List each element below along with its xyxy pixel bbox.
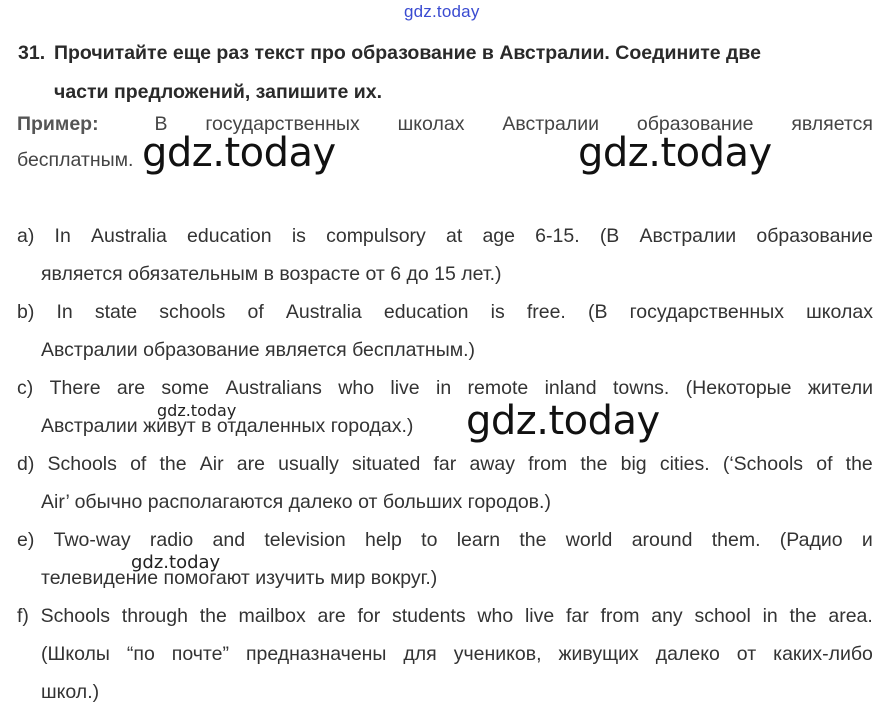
item-word: who (338, 377, 375, 399)
task-heading (18, 34, 874, 112)
item-word: the (519, 529, 547, 551)
watermark-small: gdz.today (131, 552, 221, 573)
item-word: are (116, 377, 146, 399)
item-word: (Радио (779, 529, 843, 551)
item-word: 6-15. (535, 225, 580, 247)
item-word: radio (149, 529, 194, 551)
item-word: big (620, 453, 647, 475)
task-number: 31. (18, 42, 46, 64)
item-word: and (212, 529, 246, 551)
item-word: of (130, 453, 147, 475)
item-line2: Австралии живут в отдаленных городах.) (41, 415, 414, 437)
watermark-top: gdz.today (404, 2, 480, 21)
item-word: Air (199, 453, 224, 475)
item-word: живущих (558, 643, 639, 665)
item-word: b) (17, 301, 35, 323)
item-word: inland (544, 377, 597, 399)
item-word: In (56, 301, 73, 323)
task-text-line1: Прочитайте еще раз текст про образование в Австралии. Соедините две (54, 42, 761, 64)
list-item-c (17, 369, 873, 445)
list-item-b (17, 293, 873, 369)
example-word: является (791, 113, 873, 135)
item-word: the (845, 453, 873, 475)
item-word: situated (352, 453, 421, 475)
item-word: для (403, 643, 437, 665)
example-word: образование (636, 113, 754, 135)
item-word: are (236, 453, 265, 475)
item-word: is (291, 225, 306, 247)
item-word: from (528, 453, 568, 475)
item-word: каких-либо (773, 643, 873, 665)
watermark: gdz.today (466, 398, 660, 444)
list-item-d (17, 445, 873, 521)
item-word: remote (467, 377, 529, 399)
example-line2: бесплатным. (17, 149, 134, 171)
item-word: от (736, 643, 757, 665)
example-word: государственных (205, 113, 360, 135)
watermark: gdz.today (578, 130, 772, 176)
item-word: education (383, 301, 469, 323)
item-word: learn (456, 529, 501, 551)
item-word: usually (278, 453, 339, 475)
item-word: (В (587, 301, 608, 323)
item-word: area. (828, 605, 873, 627)
item-line2: телевидение помогают изучить мир вокруг.) (41, 567, 438, 589)
item-word: any (651, 605, 683, 627)
example-word: школах (397, 113, 465, 135)
example-word: В (154, 113, 168, 135)
item-word: is (490, 301, 505, 323)
item-word: help (364, 529, 402, 551)
item-word: Schools (40, 605, 111, 627)
item-word: (‘Schools (722, 453, 804, 475)
item-word: students (391, 605, 466, 627)
item-word: c) (17, 377, 34, 399)
item-word: schools (159, 301, 226, 323)
item-word: the (159, 453, 187, 475)
item-word: (В (599, 225, 620, 247)
item-word: of (247, 301, 264, 323)
item-word: the (580, 453, 608, 475)
item-word: free. (526, 301, 566, 323)
item-word: live (390, 377, 420, 399)
item-word: cities. (659, 453, 710, 475)
item-word: f) (17, 605, 29, 627)
item-word: from (600, 605, 640, 627)
item-word: (Школы (41, 643, 110, 665)
item-word: образование (756, 225, 873, 247)
item-word: compulsory (326, 225, 426, 247)
item-word: (Некоторые (685, 377, 792, 399)
item-word: around (631, 529, 693, 551)
item-word: school (694, 605, 751, 627)
item-word: “по (126, 643, 155, 665)
example-label: Пример: (17, 113, 99, 135)
item-word: Australia (90, 225, 167, 247)
item-word: Schools (47, 453, 117, 475)
item-word: почте” (171, 643, 229, 665)
item-word: who (477, 605, 514, 627)
item-word: the (199, 605, 227, 627)
item-word: to (421, 529, 438, 551)
item-word: state (94, 301, 138, 323)
item-word: There (49, 377, 101, 399)
item-word: live (524, 605, 555, 627)
item-word: in (436, 377, 452, 399)
item-word: through (121, 605, 188, 627)
item-word: age (482, 225, 515, 247)
item-word: e) (17, 529, 35, 551)
item-word: the (789, 605, 817, 627)
list-item-a (17, 217, 873, 293)
item-word: are (317, 605, 346, 627)
item-word: television (264, 529, 346, 551)
list-item-f (17, 597, 873, 711)
item-word: mailbox (238, 605, 306, 627)
item-word: школах (806, 301, 873, 323)
item-word: for (357, 605, 381, 627)
example-word: Австралии (502, 113, 600, 135)
item-word: Австралии (639, 225, 737, 247)
item-word: Australians (225, 377, 322, 399)
item-word: предназначены (245, 643, 387, 665)
item-word: далеко (655, 643, 720, 665)
item-word: a) (17, 225, 35, 247)
item-line2: Австралии образование является бесплатным.) (41, 339, 476, 361)
item-word: Two-way (53, 529, 131, 551)
item-word: In (54, 225, 71, 247)
item-line3: школ.) (41, 681, 100, 703)
item-line2: является обязательным в возрасте от 6 до 15 лет.) (41, 263, 502, 285)
item-word: жители (807, 377, 873, 399)
item-word: и (861, 529, 873, 551)
item-word: at (445, 225, 463, 247)
task-text-line2: части предложений, запишите их. (54, 81, 383, 103)
item-word: in (762, 605, 778, 627)
item-line2: Air’ обычно располагаются далеко от больших городов.) (41, 491, 551, 513)
watermark-small: gdz.today (157, 401, 237, 420)
item-word: towns. (612, 377, 670, 399)
item-word: Australia (285, 301, 362, 323)
item-word: far (565, 605, 589, 627)
item-word: education (187, 225, 272, 247)
item-word: государственных (629, 301, 785, 323)
item-word: them. (711, 529, 761, 551)
item-word: учеников, (453, 643, 542, 665)
item-word: some (161, 377, 210, 399)
item-word: away (469, 453, 515, 475)
item-word: world (565, 529, 613, 551)
item-word: d) (17, 453, 35, 475)
item-word: of (816, 453, 833, 475)
item-word: far (433, 453, 457, 475)
watermark: gdz.today (142, 130, 336, 176)
